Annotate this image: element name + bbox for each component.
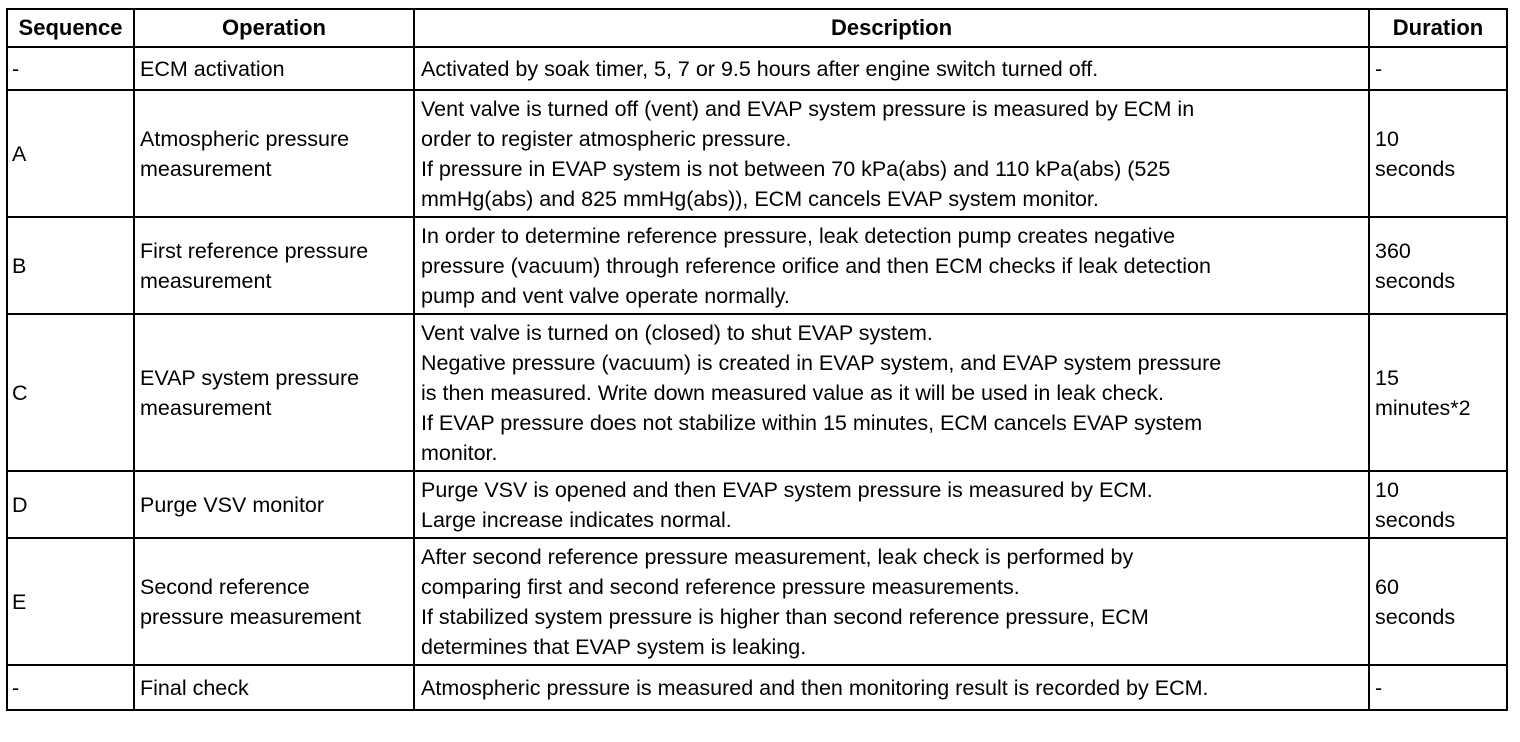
description-line: is then measured. Write down measured value as it will be used in leak check. [421,381,1164,405]
duration-cell [1369,47,1507,90]
duration-line: 60 [1375,574,1399,599]
duration-cell [1369,217,1507,314]
description-line: Atmospheric pressure is measured and then monitoring result is recorded by ECM. [421,676,1209,700]
description-cell [414,90,1369,217]
operation-cell: Final check [134,665,414,710]
description-line: pump and vent valve operate normally. [421,284,790,308]
description-line: mmHg(abs) and 825 mmHg(abs)), ECM cancels EVAP system monitor. [421,187,1099,211]
duration-line: seconds [1375,268,1456,293]
duration-cell [1369,665,1507,710]
duration-cell [1369,90,1507,217]
sequence-cell: D [7,471,134,538]
table-row [7,90,1507,217]
description-line: Large increase indicates normal. [421,508,732,532]
description-line: Negative pressure (vacuum) is created in EVAP system, and EVAP system pressure [421,351,1222,375]
table-row [7,665,1507,710]
description-line: order to register atmospheric pressure. [421,127,792,151]
description-line: Vent valve is turned off (vent) and EVAP system pressure is measured by ECM in [421,97,1195,121]
table-row [7,217,1507,314]
sequence-cell: B [7,217,134,314]
duration-line: 360 [1375,238,1411,263]
description-line: pressure (vacuum) through reference orifice and then ECM checks if leak detection [421,254,1211,278]
description-line: After second reference pressure measurement, leak check is performed by [421,545,1134,569]
description-line: Activated by soak timer, 5, 7 or 9.5 hours after engine switch turned off. [421,57,1099,81]
duration-line: - [1375,56,1383,81]
description-line: If EVAP pressure does not stabilize within 15 minutes, ECM cancels EVAP system [421,411,1203,435]
duration-line: 15 [1375,365,1399,390]
operation-cell: ECM activation [134,47,414,90]
table-row [7,47,1507,90]
description-line: monitor. [421,441,498,465]
table-row [7,471,1507,538]
table-row [7,538,1507,665]
operation-line: measurement [140,268,272,293]
sequence-cell: A [7,90,134,217]
operation-cell [134,217,414,314]
operation-cell [134,314,414,471]
evap-monitor-sequence-table [6,8,1508,711]
sequence-cell: C [7,314,134,471]
duration-line: seconds [1375,507,1456,532]
table-header-row [7,9,1507,47]
header-sequence: Sequence [7,9,134,47]
sequence-cell: - [7,665,134,710]
header-operation: Operation [134,9,414,47]
duration-line: minutes*2 [1375,395,1471,420]
description-line: In order to determine reference pressure, leak detection pump creates negative [421,224,1176,248]
duration-cell [1369,314,1507,471]
operation-line: First reference pressure [140,238,369,263]
operation-line: pressure measurement [140,604,362,629]
duration-cell [1369,538,1507,665]
operation-cell [134,471,414,538]
description-cell [414,314,1369,471]
description-cell [414,217,1369,314]
operation-line: Second reference [140,574,310,599]
duration-line: seconds [1375,156,1456,181]
operation-line: Purge VSV monitor [140,492,325,517]
description-cell [414,538,1369,665]
sequence-cell: E [7,538,134,665]
operation-line: Atmospheric pressure [140,126,350,151]
operation-cell [134,538,414,665]
table-row [7,314,1507,471]
operation-line: EVAP system pressure [140,365,360,390]
operation-line: measurement [140,156,272,181]
description-cell [414,665,1369,710]
description-line: Vent valve is turned on (closed) to shut EVAP system. [421,321,933,345]
description-line: determines that EVAP system is leaking. [421,635,807,659]
description-cell [414,471,1369,538]
duration-line: seconds [1375,604,1456,629]
sequence-cell: - [7,47,134,90]
description-line: If stabilized system pressure is higher than second reference pressure, ECM [421,605,1149,629]
header-description: Description [414,9,1369,47]
description-line: If pressure in EVAP system is not between 70 kPa(abs) and 110 kPa(abs) (525 [421,157,1171,181]
duration-cell [1369,471,1507,538]
duration-line: - [1375,675,1383,700]
operation-cell [134,90,414,217]
header-duration: Duration [1369,9,1507,47]
description-cell [414,47,1369,90]
operation-line: measurement [140,395,272,420]
duration-line: 10 [1375,126,1399,151]
description-line: comparing first and second reference pressure measurements. [421,575,1020,599]
duration-line: 10 [1375,477,1399,502]
description-line: Purge VSV is opened and then EVAP system pressure is measured by ECM. [421,478,1153,502]
